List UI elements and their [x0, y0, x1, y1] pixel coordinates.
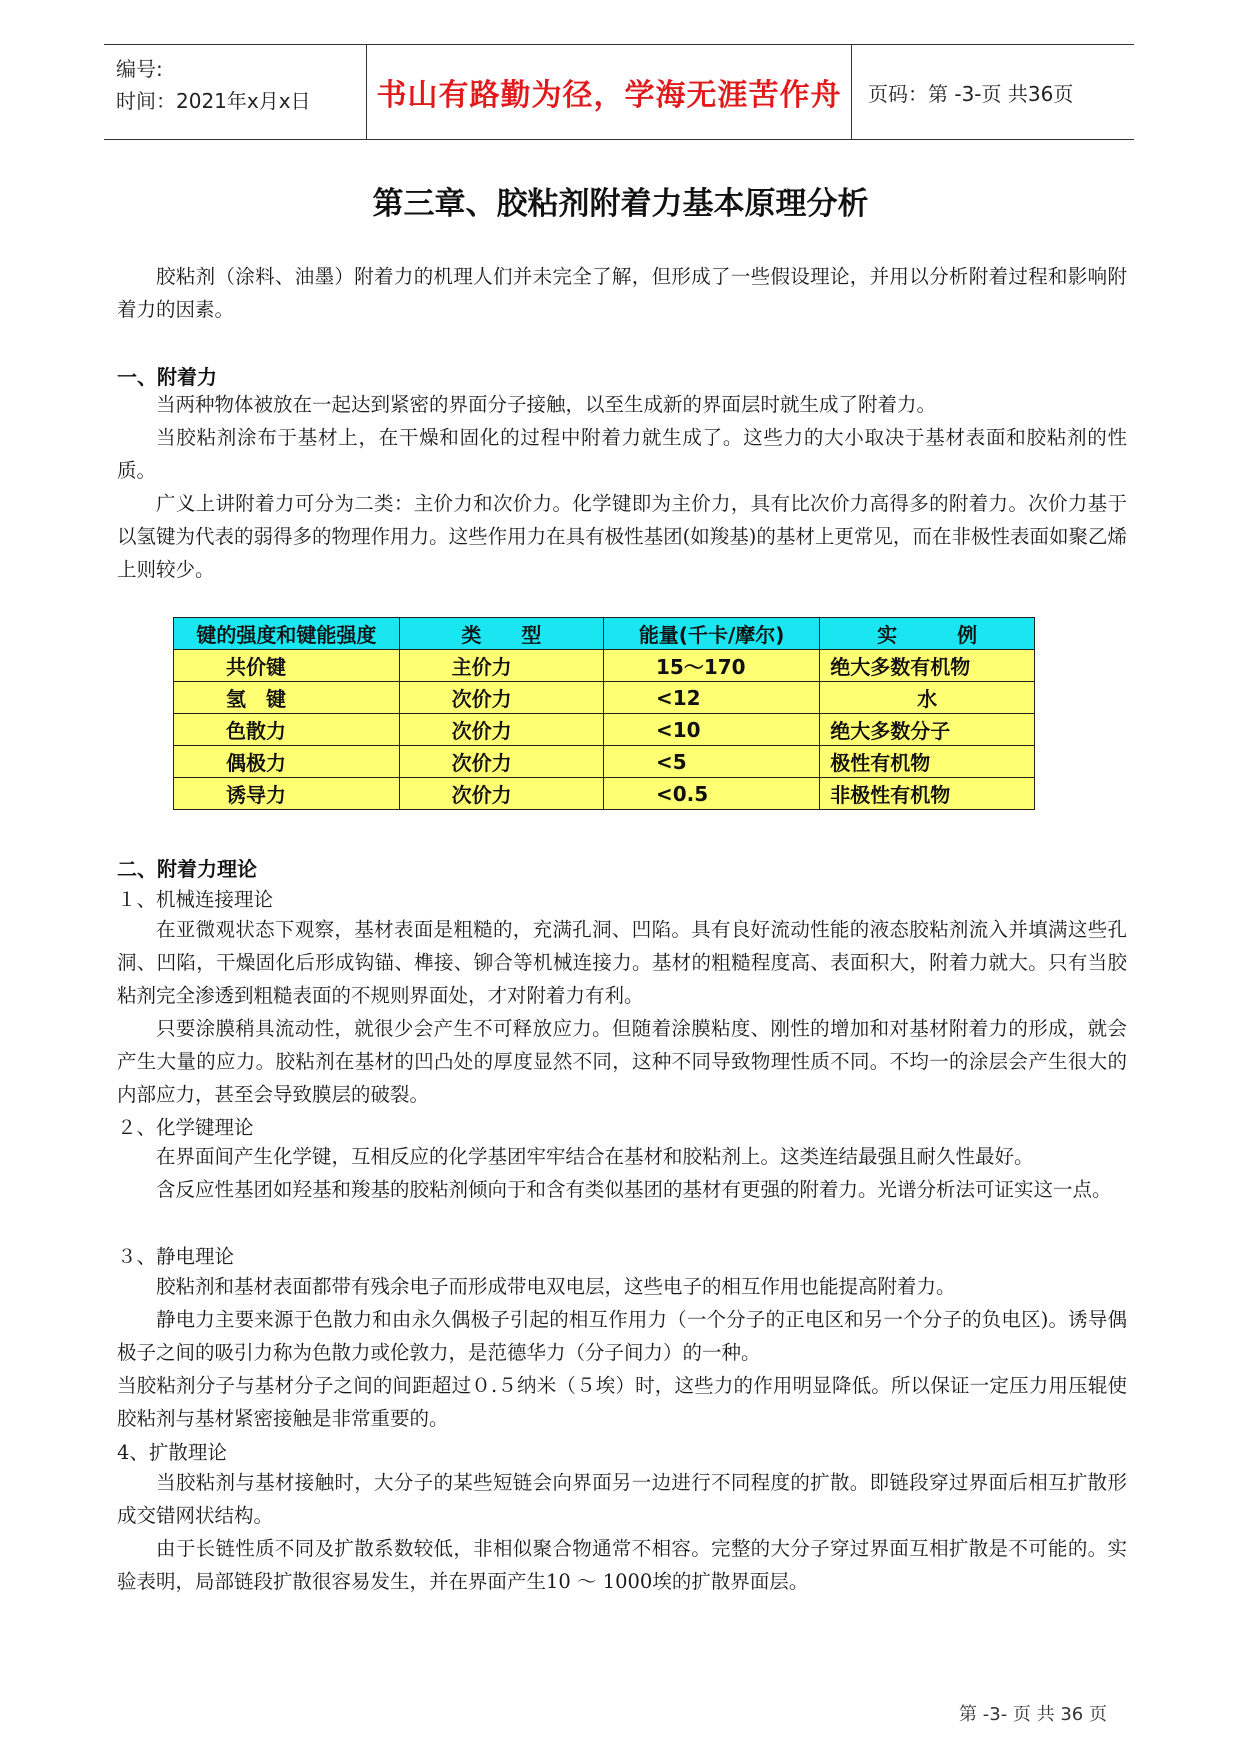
table-cell: <10	[603, 714, 819, 746]
subsection-1-heading: １、机械连接理论	[117, 888, 274, 911]
table-row	[174, 682, 1035, 714]
table-cell: <5	[603, 746, 819, 778]
subsection-3-paragraph-2: 静电力主要来源于色散力和由永久偶极子引起的相互作用力（一个分子的正电区和另一个分子的负电区)。诱导偶极子之间的吸引力称为色散力或伦敦力，是范德华力（分子间力）的一种。	[117, 1308, 1127, 1364]
table-row	[174, 650, 1035, 682]
page-footer: 第 -3- 页 共 36 页	[959, 1704, 1107, 1725]
table-row	[174, 778, 1035, 810]
subsection-1-paragraph-1: 在亚微观状态下观察，基材表面是粗糙的，充满孔洞、凹陷。具有良好流动性能的液态胶粘剂流入并填满这些孔洞、凹陷，干燥固化后形成钩锚、榫接、铆合等机械连接力。基材的粗糙程度高、表面积大，附着力就大。只有当胶粘剂完全渗透到粗糙表面的不规则界面处，才对附着力有利。	[117, 918, 1127, 1007]
table-cell: <12	[603, 682, 819, 714]
table-cell: <0.5	[603, 778, 819, 810]
table-row	[174, 746, 1035, 778]
table-cell: 偶极力	[174, 746, 400, 778]
table-cell: 共价键	[174, 650, 400, 682]
subsection-4-paragraph-1: 当胶粘剂与基材接触时，大分子的某些短链会向界面另一边进行不同程度的扩散。即链段穿过界面后相互扩散形成交错网状结构。	[117, 1471, 1127, 1527]
table-cell: 次价力	[399, 746, 603, 778]
section-1-paragraph-3: 广义上讲附着力可分为二类：主价力和次价力。化学键即为主价力，具有比次价力高得多的附着力。次价力基于以氢键为代表的弱得多的物理作用力。这些作用力在具有极性基团(如羧基)的基材上更常见，而在非极性表面如聚乙烯上则较少。	[117, 492, 1127, 581]
table-header-cell: 类 型	[399, 618, 603, 650]
table-header-row	[174, 618, 1035, 650]
bond-strength-table	[173, 617, 1035, 810]
subsection-2-paragraph-1: 在界面间产生化学键，互相反应的化学基团牢牢结合在基材和胶粘剂上。这类连结最强且耐久性最好。	[156, 1145, 1034, 1168]
page-header	[104, 44, 1134, 140]
subsection-2-heading: ２、化学键理论	[117, 1116, 254, 1139]
table-cell: 色散力	[174, 714, 400, 746]
subsection-1-paragraph-2: 只要涂膜稍具流动性，就很少会产生不可释放应力。但随着涂膜粘度、刚性的增加和对基材附着力的形成，就会产生大量的应力。胶粘剂在基材的凹凸处的厚度显然不同，这种不同导致物理性质不同。不均一的涂层会产生很大的内部应力，甚至会导致膜层的破裂。	[117, 1017, 1127, 1106]
table-cell: 主价力	[399, 650, 603, 682]
section-2-heading: 二、附着力理论	[117, 857, 257, 881]
document-time-label: 时间：2021年x月x日	[116, 89, 311, 113]
header-meta	[104, 45, 366, 139]
table-header-cell: 键的强度和键能强度	[174, 618, 400, 650]
table-cell: 绝大多数分子	[820, 714, 1035, 746]
table-cell: 非极性有机物	[820, 778, 1035, 810]
subsection-4-heading: 4、扩散理论	[117, 1441, 227, 1464]
table-cell: 氢 键	[174, 682, 400, 714]
section-1-paragraph-2: 当胶粘剂涂布于基材上，在干燥和固化的过程中附着力就生成了。这些力的大小取决于基材表面和胶粘剂的性质。	[117, 426, 1127, 482]
table-row	[174, 714, 1035, 746]
table-cell: 次价力	[399, 778, 603, 810]
table-cell: 极性有机物	[820, 746, 1035, 778]
header-motto	[366, 45, 852, 139]
subsection-2-paragraph-2: 含反应性基团如羟基和羧基的胶粘剂倾向于和含有类似基团的基材有更强的附着力。光谱分析法可证实这一点。	[156, 1178, 1112, 1201]
table-cell: 绝大多数有机物	[820, 650, 1035, 682]
table-cell: 次价力	[399, 682, 603, 714]
table-cell: 水	[820, 682, 1035, 714]
table-header-cell: 实 例	[820, 618, 1035, 650]
section-1-paragraph-1: 当两种物体被放在一起达到紧密的界面分子接触，以至生成新的界面层时就生成了附着力。	[156, 393, 937, 416]
table-cell: 次价力	[399, 714, 603, 746]
intro-paragraph: 胶粘剂（涂料、油墨）附着力的机理人们并未完全了解，但形成了一些假设理论，并用以分析附着过程和影响附着力的因素。	[117, 265, 1127, 321]
section-1-heading: 一、附着力	[117, 365, 217, 389]
subsection-3-paragraph-1: 胶粘剂和基材表面都带有残余电子而形成带电双电层，这些电子的相互作用也能提高附着力。	[156, 1275, 956, 1298]
motto-text: 书山有路勤为径，学海无涯苦作舟	[376, 78, 842, 113]
subsection-4-paragraph-2: 由于长链性质不同及扩散系数较低，非相似聚合物通常不相容。完整的大分子穿过界面互相扩散是不可能的。实验表明，局部链段扩散很容易发生，并在界面产生10 ～ 1000埃的扩散界面层。	[117, 1537, 1127, 1593]
header-page-number: 页码：第 -3-页 共36页	[868, 81, 1074, 106]
table-cell: 诱导力	[174, 778, 400, 810]
table-header-cell: 能量(千卡/摩尔)	[603, 618, 819, 650]
chapter-title: 第三章、胶粘剂附着力基本原理分析	[372, 186, 869, 222]
document-number-label: 编号:	[116, 57, 163, 81]
table-cell: 15～170	[603, 650, 819, 682]
subsection-3-paragraph-3: 当胶粘剂分子与基材分子之间的间距超过０.５纳米（５埃）时，这些力的作用明显降低。所以保证一定压力用压辊使胶粘剂与基材紧密接触是非常重要的。	[117, 1374, 1127, 1430]
subsection-3-heading: ３、静电理论	[117, 1245, 235, 1268]
